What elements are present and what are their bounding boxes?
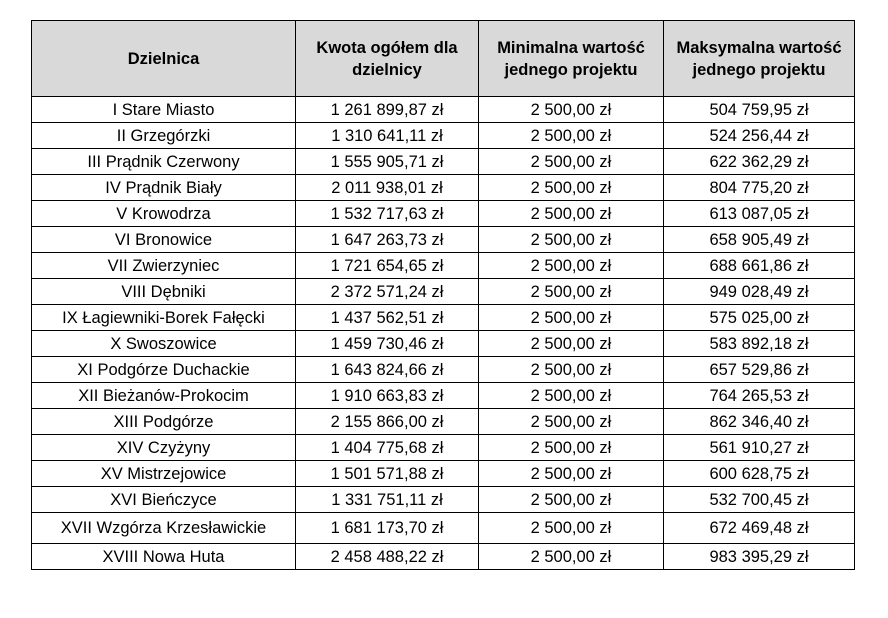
cell-max-value: 583 892,18 zł [664,331,855,357]
cell-district: VIII Dębniki [32,279,296,305]
table-row [32,123,855,149]
cell-total-amount: 1 721 654,65 zł [296,253,479,279]
cell-max-value: 764 265,53 zł [664,383,855,409]
table-row [32,435,855,461]
cell-district: XI Podgórze Duchackie [32,357,296,383]
cell-total-amount: 1 643 824,66 zł [296,357,479,383]
header-total-amount: Kwota ogółem dla dzielnicy [296,21,479,97]
cell-district: XII Bieżanów-Prokocim [32,383,296,409]
cell-district: IV Prądnik Biały [32,175,296,201]
table-row [32,175,855,201]
cell-max-value: 949 028,49 zł [664,279,855,305]
cell-total-amount: 1 437 562,51 zł [296,305,479,331]
cell-min-value: 2 500,00 zł [479,149,664,175]
cell-min-value: 2 500,00 zł [479,305,664,331]
cell-min-value: 2 500,00 zł [479,331,664,357]
cell-district: XV Mistrzejowice [32,461,296,487]
table-row [32,357,855,383]
cell-district: VII Zwierzyniec [32,253,296,279]
table-row [32,305,855,331]
cell-max-value: 524 256,44 zł [664,123,855,149]
cell-min-value: 2 500,00 zł [479,435,664,461]
cell-max-value: 983 395,29 zł [664,544,855,570]
cell-district: XIV Czyżyny [32,435,296,461]
cell-total-amount: 1 647 263,73 zł [296,227,479,253]
cell-district: II Grzegórzki [32,123,296,149]
table-row [32,383,855,409]
cell-min-value: 2 500,00 zł [479,97,664,123]
cell-min-value: 2 500,00 zł [479,513,664,544]
header-max-value: Maksymalna wartość jednego projektu [664,21,855,97]
cell-max-value: 672 469,48 zł [664,513,855,544]
cell-total-amount: 2 458 488,22 zł [296,544,479,570]
cell-district: XIII Podgórze [32,409,296,435]
cell-max-value: 600 628,75 zł [664,461,855,487]
table-body [32,97,855,570]
table-row [32,97,855,123]
cell-district: X Swoszowice [32,331,296,357]
cell-total-amount: 2 372 571,24 zł [296,279,479,305]
table-row [32,201,855,227]
table-row [32,331,855,357]
cell-total-amount: 1 532 717,63 zł [296,201,479,227]
cell-district: IX Łagiewniki-Borek Fałęcki [32,305,296,331]
cell-min-value: 2 500,00 zł [479,175,664,201]
cell-total-amount: 1 501 571,88 zł [296,461,479,487]
cell-total-amount: 1 310 641,11 zł [296,123,479,149]
table-row [32,461,855,487]
table-row [32,544,855,570]
cell-max-value: 561 910,27 zł [664,435,855,461]
cell-total-amount: 2 155 866,00 zł [296,409,479,435]
cell-total-amount: 1 331 751,11 zł [296,487,479,513]
cell-max-value: 658 905,49 zł [664,227,855,253]
cell-total-amount: 1 261 899,87 zł [296,97,479,123]
table-row [32,513,855,544]
cell-max-value: 613 087,05 zł [664,201,855,227]
cell-district: XVIII Nowa Huta [32,544,296,570]
cell-district: V Krowodrza [32,201,296,227]
cell-min-value: 2 500,00 zł [479,227,664,253]
cell-total-amount: 1 555 905,71 zł [296,149,479,175]
cell-min-value: 2 500,00 zł [479,357,664,383]
cell-min-value: 2 500,00 zł [479,201,664,227]
cell-max-value: 575 025,00 zł [664,305,855,331]
cell-min-value: 2 500,00 zł [479,544,664,570]
table-row [32,149,855,175]
cell-max-value: 862 346,40 zł [664,409,855,435]
cell-min-value: 2 500,00 zł [479,383,664,409]
table-row [32,409,855,435]
cell-min-value: 2 500,00 zł [479,253,664,279]
cell-total-amount: 1 910 663,83 zł [296,383,479,409]
header-min-value: Minimalna wartość jednego projektu [479,21,664,97]
cell-total-amount: 2 011 938,01 zł [296,175,479,201]
cell-min-value: 2 500,00 zł [479,123,664,149]
cell-min-value: 2 500,00 zł [479,279,664,305]
table-row [32,253,855,279]
cell-district: VI Bronowice [32,227,296,253]
cell-total-amount: 1 404 775,68 zł [296,435,479,461]
cell-min-value: 2 500,00 zł [479,487,664,513]
cell-max-value: 688 661,86 zł [664,253,855,279]
cell-district: XVI Bieńczyce [32,487,296,513]
table-row [32,227,855,253]
table-row [32,487,855,513]
cell-max-value: 804 775,20 zł [664,175,855,201]
header-district: Dzielnica [32,21,296,97]
cell-district: XVII Wzgórza Krzesławickie [32,513,296,544]
cell-max-value: 504 759,95 zł [664,97,855,123]
table-row [32,279,855,305]
budget-table [31,20,855,570]
cell-min-value: 2 500,00 zł [479,461,664,487]
cell-district: III Prądnik Czerwony [32,149,296,175]
cell-total-amount: 1 459 730,46 zł [296,331,479,357]
cell-total-amount: 1 681 173,70 zł [296,513,479,544]
cell-district: I Stare Miasto [32,97,296,123]
header-row [32,21,855,97]
cell-max-value: 657 529,86 zł [664,357,855,383]
cell-max-value: 622 362,29 zł [664,149,855,175]
cell-min-value: 2 500,00 zł [479,409,664,435]
table-header [32,21,855,97]
cell-max-value: 532 700,45 zł [664,487,855,513]
